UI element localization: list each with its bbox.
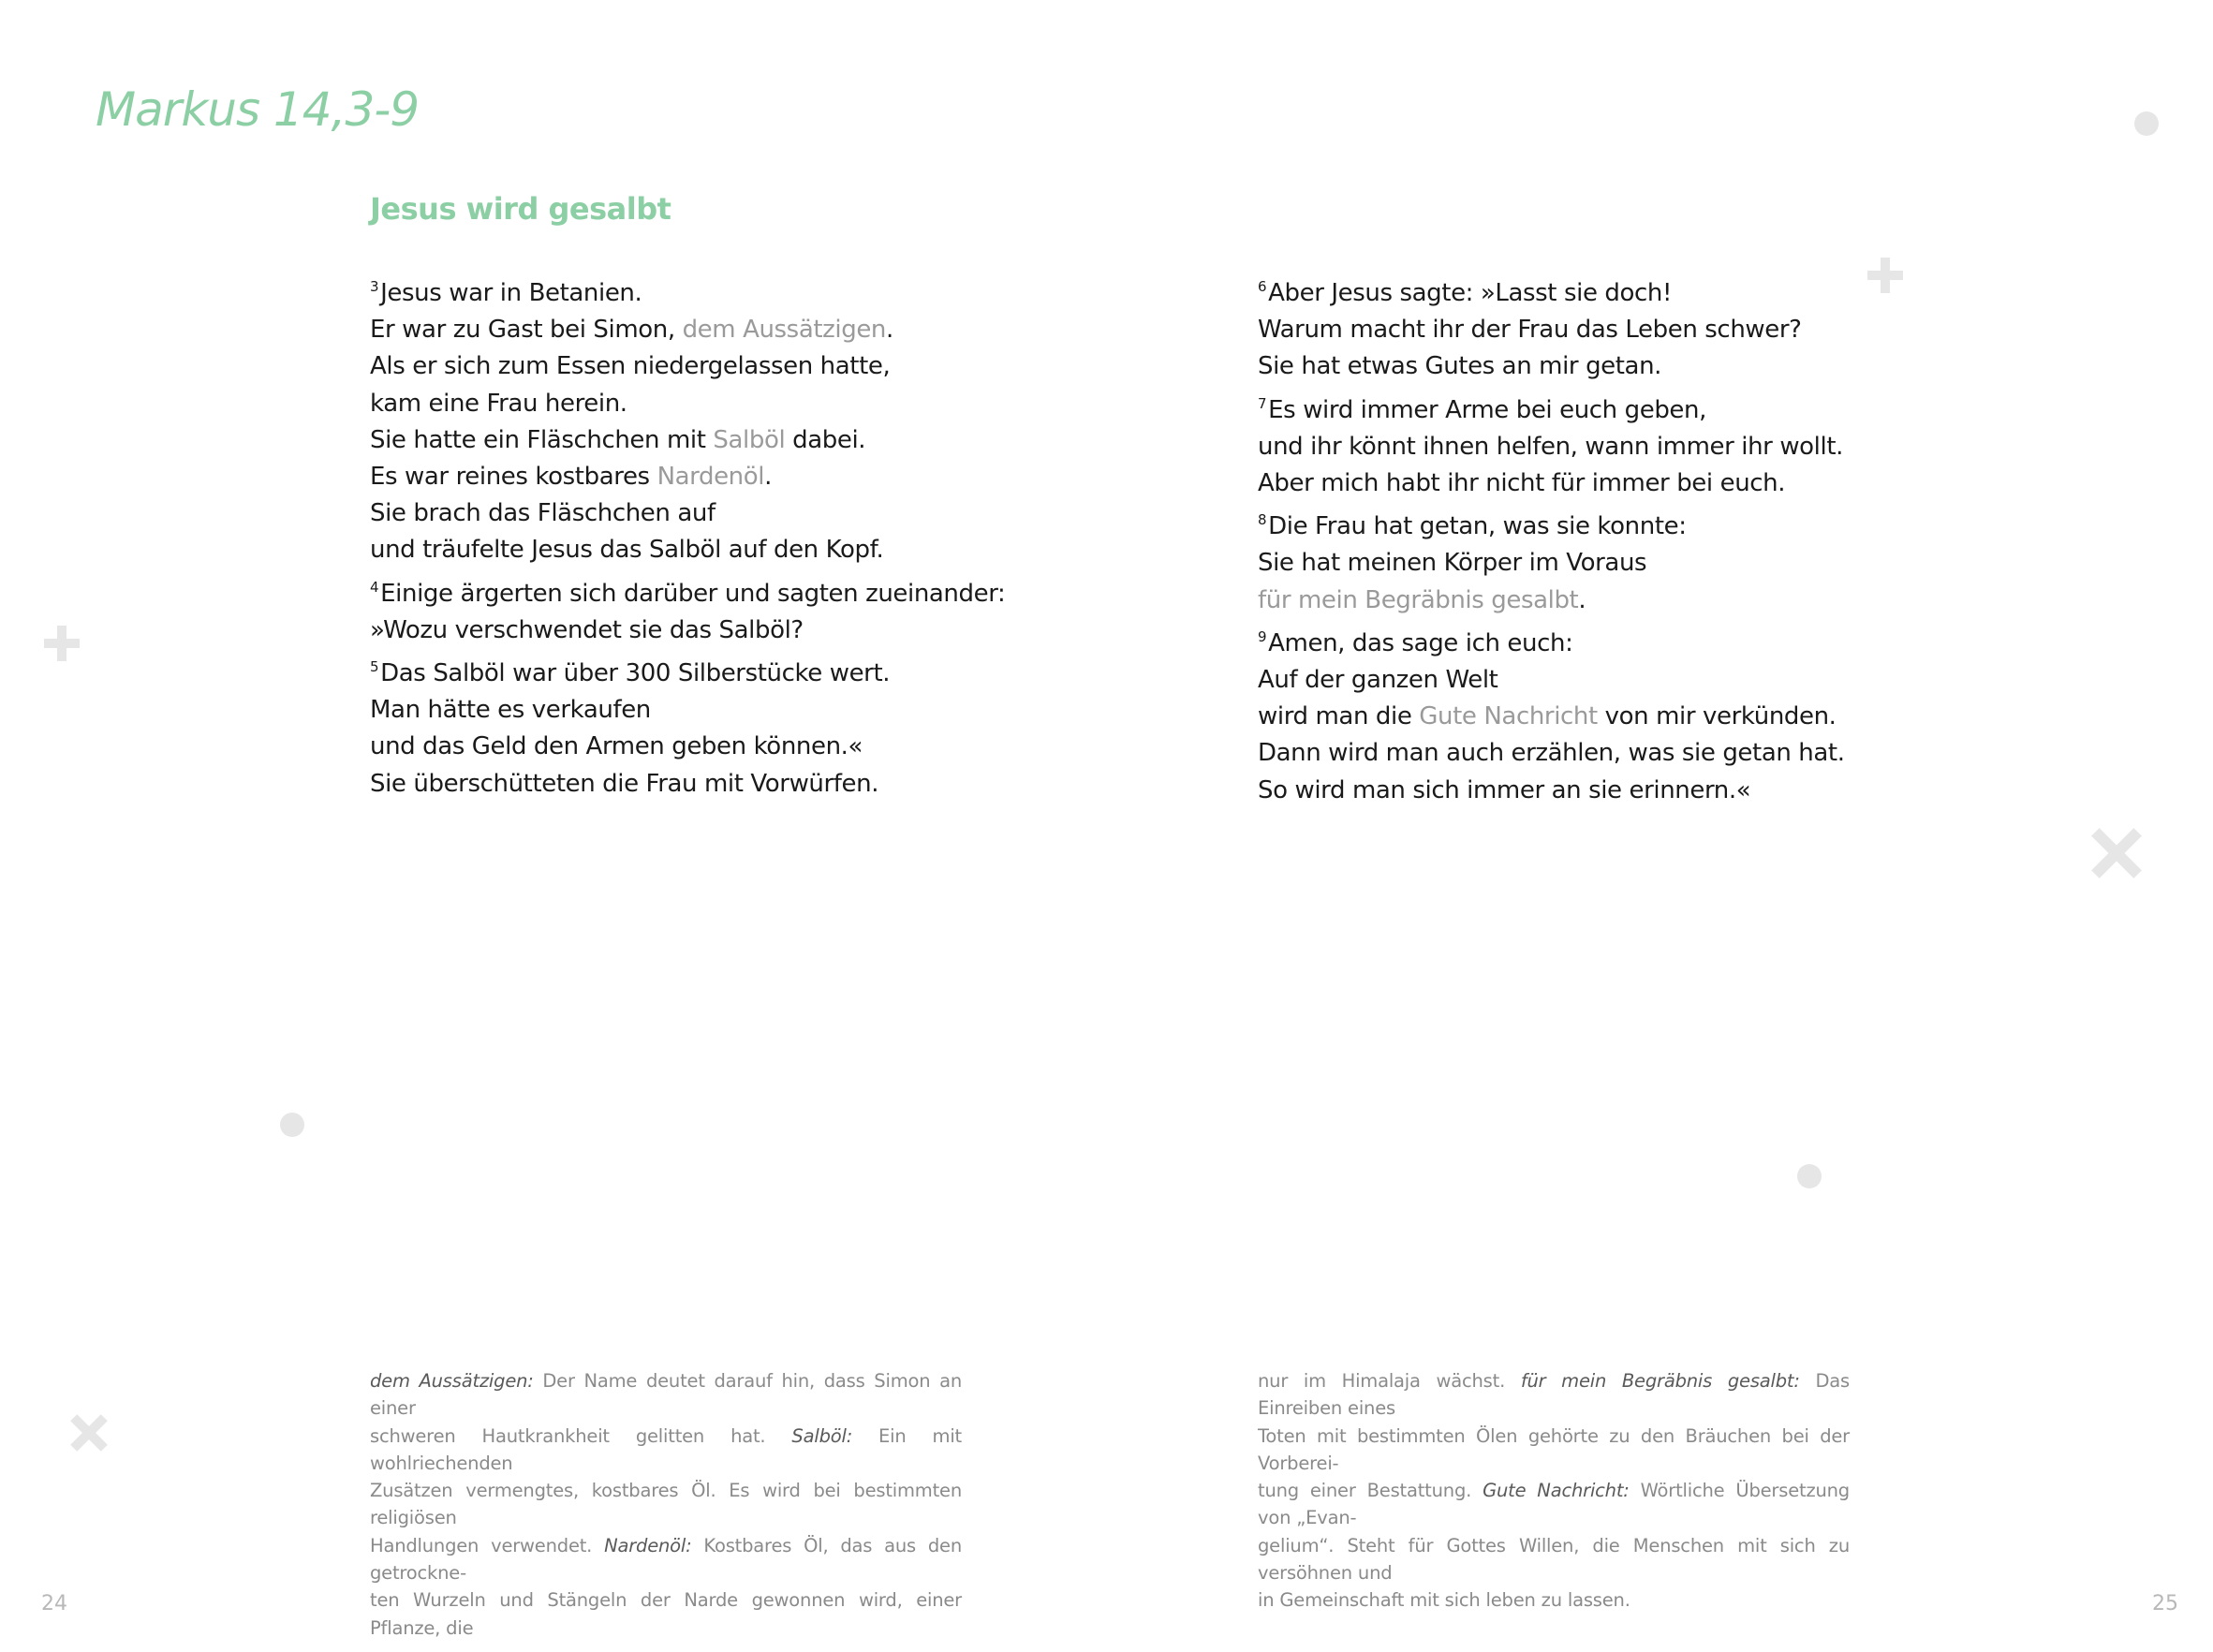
verse-line <box>1258 583 1845 619</box>
verse-line <box>370 692 1005 729</box>
verse-column-right <box>1258 269 1845 809</box>
verse-line <box>370 729 1005 765</box>
verse-text: Es wird immer Arme bei euch geben, <box>1268 395 1706 424</box>
verse-number: 6 <box>1258 278 1267 295</box>
verse-text: Auf der ganzen Welt <box>1258 666 1498 695</box>
verse-text: und ihr könnt ihnen helfen, wann immer ihr wollt. <box>1258 432 1843 461</box>
footnote-line <box>370 1477 962 1532</box>
circle-icon <box>2133 111 2160 137</box>
footnote-text: schweren Hautkrankheit gelitten hat. <box>370 1424 792 1447</box>
verse-text: Als er sich zum Essen niedergelassen hatte, <box>370 352 891 381</box>
verse-number: 9 <box>1258 627 1267 645</box>
verse-text: Einige ärgerten sich darüber und sagten zueinander: <box>380 579 1006 608</box>
glossary-term: dem Aussätzigen <box>682 316 887 345</box>
verse-line <box>1258 662 1845 699</box>
footnote-text: in Gemeinschaft mit sich leben zu lassen. <box>1258 1589 1630 1612</box>
footnote-line <box>1258 1532 1850 1587</box>
verse-text: Aber Jesus sagte: »Lasst sie doch! <box>1268 279 1673 307</box>
verse-text: Jesus war in Betanien. <box>380 279 642 307</box>
verse-line <box>1258 429 1845 465</box>
verse-line <box>1258 312 1845 348</box>
verse-text: und das Geld den Armen geben können.« <box>370 732 863 761</box>
verse-text: Er war zu Gast bei Simon, <box>370 316 683 345</box>
plus-icon <box>1867 258 1903 293</box>
footnote-text: nur im Himalaja wächst. <box>1258 1370 1521 1392</box>
verse-line <box>370 348 1005 385</box>
verse-line <box>1258 465 1845 502</box>
verse-line <box>370 649 1005 692</box>
verse-text: Sie hat etwas Gutes an mir getan. <box>1258 352 1662 381</box>
footnote-text: Toten mit bestimmten Ölen gehörte zu den Bräuchen bei der Vorberei- <box>1258 1424 1850 1474</box>
verse-number: 8 <box>1258 511 1267 529</box>
verse-line <box>1258 502 1845 545</box>
footnote-text: Wörtliche Übersetzung von „Evan- <box>1258 1480 1850 1529</box>
footnote-text: ten Wurzeln und Stängeln der Narde gewonnen wird, einer Pflanze, die <box>370 1589 962 1639</box>
verse-text: Es war reines kostbares <box>370 463 657 492</box>
footnote-text: Das Einreiben eines <box>1258 1370 1851 1420</box>
footnote-line <box>370 1367 962 1423</box>
footnote-text: tung einer Bestattung. <box>1258 1480 1483 1502</box>
glossary-term: Nardenöl <box>657 463 765 492</box>
verse-number: 4 <box>370 578 379 596</box>
verse-text: . <box>1578 585 1586 614</box>
verse-line <box>1258 773 1845 809</box>
footnote-line <box>1258 1367 1850 1423</box>
verse-line <box>1258 545 1845 582</box>
verse-line <box>370 269 1005 312</box>
footnote-line <box>370 1586 962 1642</box>
verse-line <box>370 766 1005 803</box>
verse-text: Das Salböl war über 300 Silberstücke wert. <box>380 659 891 688</box>
plus-icon <box>44 626 80 661</box>
verse-text: Sie überschütteten die Frau mit Vorwürfen. <box>370 769 879 798</box>
verse-text: dabei. <box>785 425 866 454</box>
verse-line <box>1258 269 1845 312</box>
verse-text: Die Frau hat getan, was sie konnte: <box>1268 512 1687 541</box>
verse-text: Sie hatte ein Fläschchen mit <box>370 425 714 454</box>
page-number-left: 24 <box>41 1592 67 1615</box>
verse-line <box>370 312 1005 348</box>
glossary-term: Salböl <box>713 425 786 454</box>
verse-text: Man hätte es verkaufen <box>370 696 651 725</box>
verse-text: kam eine Frau herein. <box>370 389 627 418</box>
verse-text: von mir verkünden. <box>1597 702 1837 731</box>
verse-line <box>1258 348 1845 385</box>
verse-line <box>370 532 1005 568</box>
verse-text: Aber mich habt ihr nicht für immer bei euch. <box>1258 469 1786 498</box>
footnote-line <box>1258 1423 1850 1478</box>
footnote-text: Der Name deutet darauf hin, dass Simon an einer <box>370 1370 962 1420</box>
verse-line <box>370 422 1005 459</box>
glossary-term: für mein Begräbnis gesalbt <box>1258 585 1579 614</box>
circle-icon <box>1796 1163 1822 1189</box>
verse-line <box>1258 699 1845 735</box>
verse-line <box>370 459 1005 495</box>
footnote-line <box>1258 1586 1850 1614</box>
footnote-term: für mein Begräbnis gesalbt: <box>1520 1370 1800 1392</box>
footnote-line <box>370 1532 962 1587</box>
footnote-text: Zusätzen vermengtes, kostbares Öl. Es wird bei bestimmten religiösen <box>370 1480 962 1529</box>
verse-text: . <box>886 316 893 345</box>
book-title: Markus 14,3-9 <box>96 82 420 137</box>
verse-text: So wird man sich immer an sie erinnern.« <box>1258 775 1751 804</box>
footnote-text: gelium“. Steht für Gottes Willen, die Menschen mit sich zu versöhnen und <box>1258 1534 1850 1585</box>
footnote-term: Nardenöl: <box>604 1534 692 1556</box>
verse-text: wird man die <box>1258 702 1420 731</box>
verse-line <box>370 569 1005 612</box>
verse-text: Sie brach das Fläschchen auf <box>370 499 716 528</box>
footnote-term: dem Aussätzigen: <box>370 1370 534 1392</box>
cross-icon <box>2090 827 2143 879</box>
footnote-text: Handlungen verwendet. <box>370 1534 605 1556</box>
page-number-right: 25 <box>2152 1592 2178 1615</box>
verse-text: Amen, das sage ich euch: <box>1268 628 1573 657</box>
verse-column-left <box>370 269 1005 803</box>
footnote-text: Ein mit wohlriechenden <box>370 1424 962 1474</box>
footnote-line <box>370 1423 962 1478</box>
verse-text: . <box>764 463 772 492</box>
footnote-term: Salböl: <box>791 1424 853 1447</box>
footnotes-right <box>1258 1367 1850 1615</box>
glossary-term: Gute Nachricht <box>1419 702 1598 731</box>
circle-icon <box>279 1112 305 1138</box>
verse-text: Warum macht ihr der Frau das Leben schwer? <box>1258 316 1802 345</box>
footnote-line <box>1258 1477 1850 1532</box>
verse-text: Dann wird man auch erzählen, was sie getan hat. <box>1258 739 1845 768</box>
verse-text: Sie hat meinen Körper im Voraus <box>1258 549 1647 578</box>
footnote-term: Gute Nachricht: <box>1483 1480 1630 1502</box>
cross-icon <box>70 1414 108 1452</box>
footnotes-left <box>370 1367 962 1642</box>
verse-line <box>1258 735 1845 772</box>
verse-line <box>370 386 1005 422</box>
verse-line <box>370 495 1005 532</box>
verse-line <box>1258 619 1845 662</box>
verse-text: »Wozu verschwendet sie das Salböl? <box>370 615 804 644</box>
verse-line <box>370 612 1005 649</box>
section-heading: Jesus wird gesalbt <box>370 191 671 227</box>
verse-number: 7 <box>1258 394 1267 412</box>
verse-number: 3 <box>370 278 379 295</box>
verse-number: 5 <box>370 658 379 676</box>
footnote-text: Kostbares Öl, das aus den getrockne- <box>370 1534 962 1585</box>
verse-text: und träufelte Jesus das Salböl auf den Kopf. <box>370 536 884 565</box>
verse-line <box>1258 386 1845 429</box>
